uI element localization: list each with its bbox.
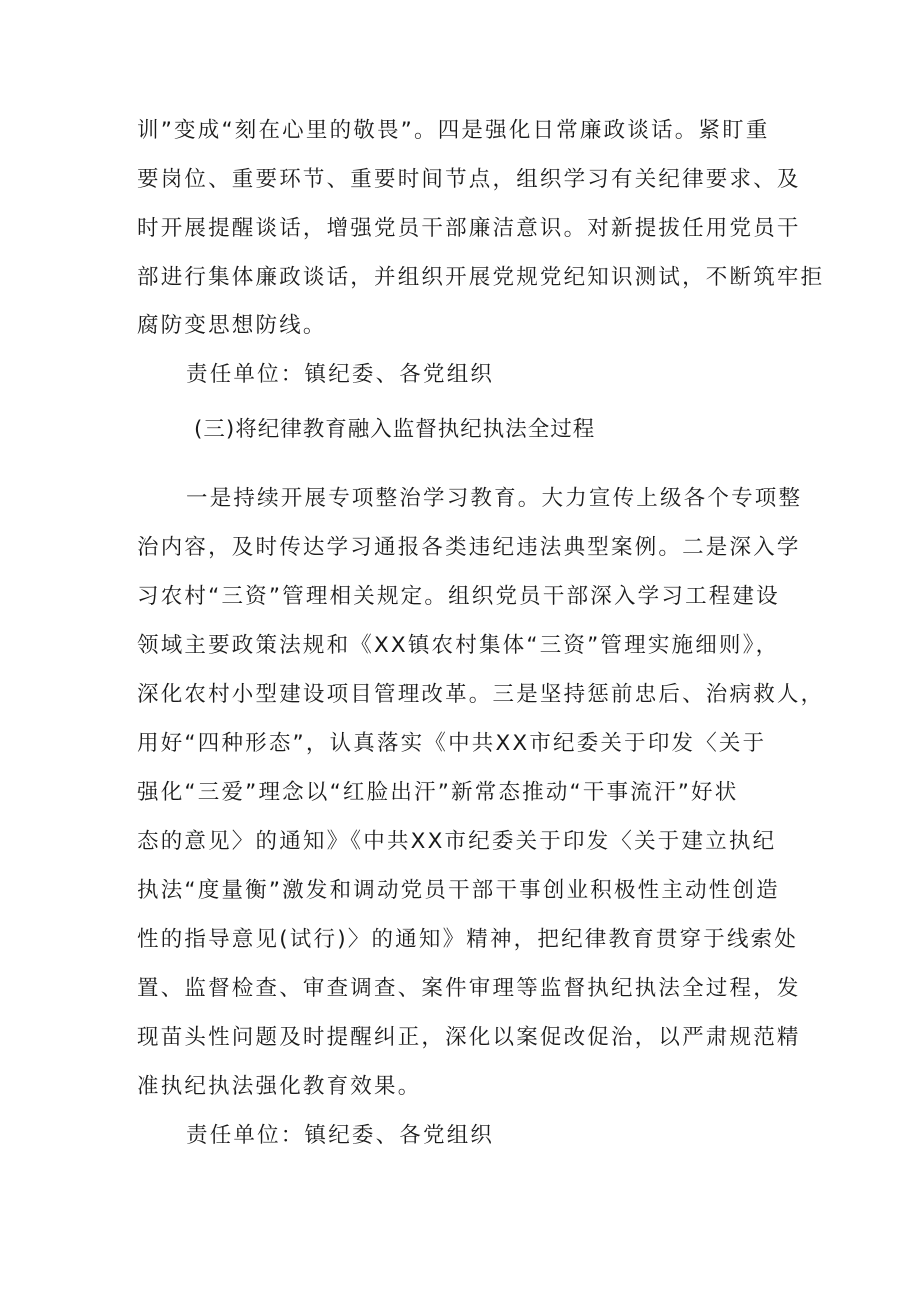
responsibility-unit-2: 责任单位：镇纪委、各党组织 [186,1123,495,1148]
paragraph-1-line-1: 训”变成“刻在心里的敬畏”。四是强化日常廉政谈话。紧盯重 [137,118,770,143]
paragraph-2-line-12: 现苗头性问题及时提醒纠正，深化以案促改促治，以严肃规范精 [137,1025,801,1050]
paragraph-2-line-5: 深化农村小型建设项目管理改革。三是坚持惩前忠后、治病救人， [137,682,825,707]
paragraph-2-line-9: 执法“度量衡”激发和调动党员干部干事创业积极性主动性创造 [137,878,780,903]
paragraph-1-line-3: 时开展提醒谈话，增强党员干部廉洁意识。对新提拔任用党员干 [137,216,801,241]
paragraph-1-line-5: 腐防变思想防线。 [137,313,327,338]
paragraph-2-line-3: 习农村“三资”管理相关规定。组织党员干部深入学习工程建设 [137,584,780,609]
paragraph-2-line-8: 态的意见〉的通知》《中共XX市纪委关于印发〈关于建立执纪 [137,829,777,854]
paragraph-2-line-1: 一是持续开展专项整治学习教育。大力宣传上级各个专项整 [186,486,803,511]
paragraph-2-line-10: 性的指导意见(试行)〉的通知》精神，把纪律教育贯穿于线索处 [137,927,799,952]
section-heading: (三)将纪律教育融入监督执纪执法全过程 [194,417,596,442]
paragraph-2-line-13: 准执纪执法强化教育效果。 [137,1074,422,1099]
paragraph-2-line-2: 治内容，及时传达学习通报各类违纪违法典型案例。二是深入学 [137,535,801,560]
paragraph-2-line-4: 领域主要政策法规和《XX镇农村集体“三资”管理实施细则》， [137,633,780,658]
paragraph-2-line-11: 置、监督检查、审查调查、案件审理等监督执纪执法全过程，发 [137,976,801,1001]
paragraph-2-line-7: 强化“三爱”理念以“红脸出汗”新常态推动“干事流汗”好状 [137,780,739,805]
paragraph-2-line-6: 用好“四种形态”，认真落实《中共XX市纪委关于印发〈关于 [137,731,767,756]
paragraph-1-line-2: 要岗位、重要环节、重要时间节点，组织学习有关纪律要求、及 [137,167,801,192]
paragraph-1-line-4: 部进行集体廉政谈话，并组织开展党规党纪知识测试，不断筑牢拒 [137,265,825,290]
responsibility-unit-1: 责任单位：镇纪委、各党组织 [186,362,495,387]
